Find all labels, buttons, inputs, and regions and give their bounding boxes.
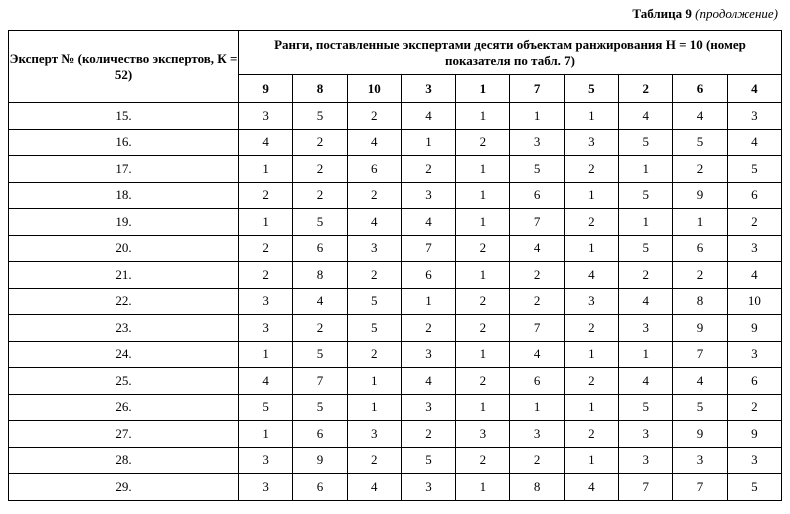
rank-cell: 4 <box>347 209 401 236</box>
rank-cell: 6 <box>347 156 401 183</box>
rank-cell: 1 <box>239 209 293 236</box>
rank-cell: 9 <box>673 421 727 448</box>
rank-cell: 3 <box>619 421 673 448</box>
rank-cell: 9 <box>727 421 781 448</box>
rank-cell: 2 <box>293 315 347 342</box>
rank-cell: 1 <box>347 368 401 395</box>
expert-number-cell: 18. <box>9 182 239 209</box>
rank-cell: 5 <box>293 394 347 421</box>
rank-cell: 5 <box>293 209 347 236</box>
rank-cell: 1 <box>673 209 727 236</box>
rank-cell: 3 <box>347 421 401 448</box>
rank-cell: 3 <box>401 182 455 209</box>
rank-cell: 2 <box>456 288 510 315</box>
column-header-cell: 10 <box>347 75 401 103</box>
rank-cell: 2 <box>510 288 564 315</box>
rank-cell: 4 <box>293 288 347 315</box>
rank-cell: 2 <box>673 156 727 183</box>
table-row <box>9 315 782 342</box>
rank-cell: 5 <box>673 394 727 421</box>
rank-cell: 2 <box>293 156 347 183</box>
column-header-cell: 8 <box>293 75 347 103</box>
rank-cell: 4 <box>619 368 673 395</box>
rank-cell: 1 <box>401 129 455 156</box>
rank-cell: 2 <box>564 315 618 342</box>
rank-cell: 3 <box>401 474 455 501</box>
rank-cell: 3 <box>347 235 401 262</box>
rank-cell: 1 <box>456 262 510 289</box>
rank-cell: 2 <box>347 447 401 474</box>
rank-cell: 10 <box>727 288 781 315</box>
rank-cell: 1 <box>456 341 510 368</box>
rank-cell: 1 <box>456 394 510 421</box>
rank-cell: 6 <box>727 368 781 395</box>
rank-cell: 3 <box>727 235 781 262</box>
expert-number-cell: 21. <box>9 262 239 289</box>
rank-cell: 4 <box>564 262 618 289</box>
rank-cell: 5 <box>347 315 401 342</box>
table-row <box>9 156 782 183</box>
rank-cell: 7 <box>619 474 673 501</box>
rank-cell: 5 <box>619 129 673 156</box>
expert-number-cell: 27. <box>9 421 239 448</box>
expert-number-cell: 26. <box>9 394 239 421</box>
table-row <box>9 235 782 262</box>
table-caption-label: Таблица 9 <box>632 6 692 21</box>
rank-cell: 7 <box>401 235 455 262</box>
rank-cell: 4 <box>619 288 673 315</box>
rank-cell: 2 <box>239 182 293 209</box>
rank-cell: 4 <box>347 129 401 156</box>
rank-cell: 1 <box>564 341 618 368</box>
rank-cell: 2 <box>456 315 510 342</box>
table-row <box>9 421 782 448</box>
rank-cell: 3 <box>239 447 293 474</box>
rank-cell: 1 <box>456 182 510 209</box>
rank-cell: 2 <box>293 182 347 209</box>
rank-cell: 6 <box>510 182 564 209</box>
rank-cell: 2 <box>401 315 455 342</box>
rank-cell: 5 <box>347 288 401 315</box>
rank-cell: 3 <box>510 129 564 156</box>
table-row <box>9 341 782 368</box>
rank-cell: 4 <box>619 103 673 130</box>
rank-cell: 2 <box>727 209 781 236</box>
rank-cell: 1 <box>564 182 618 209</box>
expert-number-cell: 28. <box>9 447 239 474</box>
column-header-cell: 9 <box>239 75 293 103</box>
rank-cell: 4 <box>564 474 618 501</box>
rank-cell: 2 <box>619 262 673 289</box>
rank-cell: 2 <box>727 394 781 421</box>
rank-cell: 4 <box>347 474 401 501</box>
rank-cell: 3 <box>727 341 781 368</box>
rank-cell: 2 <box>564 368 618 395</box>
rank-cell: 2 <box>456 368 510 395</box>
expert-number-cell: 23. <box>9 315 239 342</box>
rank-cell: 2 <box>401 421 455 448</box>
rank-cell: 1 <box>239 421 293 448</box>
expert-number-cell: 20. <box>9 235 239 262</box>
rank-cell: 6 <box>510 368 564 395</box>
rank-cell: 5 <box>401 447 455 474</box>
rank-cell: 5 <box>293 103 347 130</box>
rank-cell: 4 <box>510 341 564 368</box>
rank-cell: 1 <box>347 394 401 421</box>
rank-cell: 9 <box>727 315 781 342</box>
rank-cell: 6 <box>401 262 455 289</box>
rank-cell: 2 <box>564 209 618 236</box>
column-header-cell: 4 <box>727 75 781 103</box>
rank-cell: 1 <box>510 394 564 421</box>
rank-cell: 6 <box>293 235 347 262</box>
expert-number-cell: 24. <box>9 341 239 368</box>
rank-cell: 3 <box>239 315 293 342</box>
rank-cell: 8 <box>510 474 564 501</box>
table-row <box>9 209 782 236</box>
column-header-cell: 6 <box>673 75 727 103</box>
rank-cell: 6 <box>293 474 347 501</box>
rank-cell: 9 <box>293 447 347 474</box>
rank-cell: 7 <box>510 315 564 342</box>
rank-cell: 8 <box>673 288 727 315</box>
rank-cell: 2 <box>239 235 293 262</box>
expert-number-cell: 19. <box>9 209 239 236</box>
rank-cell: 3 <box>564 288 618 315</box>
rank-cell: 4 <box>673 103 727 130</box>
rank-cell: 5 <box>510 156 564 183</box>
rank-cell: 5 <box>727 474 781 501</box>
rank-cell: 2 <box>401 156 455 183</box>
ranks-group-header: Ранги, поставленные экспертами десяти объектам ранжирования Н = 10 (номер показателя по табл. 7) <box>239 31 782 75</box>
rank-cell: 1 <box>564 447 618 474</box>
rank-cell: 6 <box>727 182 781 209</box>
column-header-cell: 5 <box>564 75 618 103</box>
rank-cell: 4 <box>727 129 781 156</box>
rank-cell: 1 <box>564 394 618 421</box>
column-header-cell: 7 <box>510 75 564 103</box>
rank-cell: 9 <box>673 315 727 342</box>
rank-cell: 2 <box>510 447 564 474</box>
table-row <box>9 182 782 209</box>
table-row <box>9 288 782 315</box>
expert-number-cell: 29. <box>9 474 239 501</box>
rank-cell: 3 <box>727 447 781 474</box>
rank-cell: 2 <box>347 262 401 289</box>
rank-cell: 2 <box>347 103 401 130</box>
rank-cell: 7 <box>293 368 347 395</box>
rank-cell: 9 <box>673 182 727 209</box>
rank-cell: 4 <box>401 103 455 130</box>
rank-cell: 1 <box>619 209 673 236</box>
rank-cell: 3 <box>239 288 293 315</box>
column-header-cell: 3 <box>401 75 455 103</box>
rank-cell: 1 <box>456 474 510 501</box>
rank-cell: 5 <box>619 182 673 209</box>
rank-cell: 5 <box>619 394 673 421</box>
rank-cell: 4 <box>510 235 564 262</box>
table-row <box>9 447 782 474</box>
rank-cell: 1 <box>239 156 293 183</box>
rank-cell: 1 <box>510 103 564 130</box>
rank-cell: 1 <box>401 288 455 315</box>
rank-cell: 2 <box>564 156 618 183</box>
rank-cell: 2 <box>456 235 510 262</box>
rank-cell: 2 <box>239 262 293 289</box>
rank-cell: 1 <box>619 341 673 368</box>
table-caption-note: (продолжение) <box>695 6 778 21</box>
rank-cell: 5 <box>727 156 781 183</box>
rank-cell: 7 <box>510 209 564 236</box>
rank-cell: 1 <box>564 235 618 262</box>
rank-cell: 2 <box>510 262 564 289</box>
rank-cell: 3 <box>619 447 673 474</box>
rank-cell: 5 <box>239 394 293 421</box>
rank-cell: 3 <box>619 315 673 342</box>
rank-cell: 3 <box>401 394 455 421</box>
rank-cell: 4 <box>673 368 727 395</box>
rank-cell: 6 <box>673 235 727 262</box>
rank-cell: 1 <box>239 341 293 368</box>
table-caption <box>632 6 778 22</box>
rank-cell: 3 <box>239 103 293 130</box>
rank-cell: 4 <box>401 209 455 236</box>
rank-cell: 2 <box>293 129 347 156</box>
rank-cell: 5 <box>619 235 673 262</box>
expert-number-cell: 15. <box>9 103 239 130</box>
expert-number-cell: 17. <box>9 156 239 183</box>
expert-number-cell: 22. <box>9 288 239 315</box>
rank-cell: 1 <box>564 103 618 130</box>
rank-cell: 4 <box>727 262 781 289</box>
rank-cell: 2 <box>564 421 618 448</box>
rank-cell: 8 <box>293 262 347 289</box>
column-header-cell: 2 <box>619 75 673 103</box>
table-body <box>9 103 782 501</box>
table-row <box>9 394 782 421</box>
expert-number-cell: 16. <box>9 129 239 156</box>
expert-number-cell: 25. <box>9 368 239 395</box>
rank-cell: 2 <box>456 447 510 474</box>
rank-cell: 3 <box>673 447 727 474</box>
rank-cell: 7 <box>673 341 727 368</box>
rank-cell: 6 <box>293 421 347 448</box>
rank-cell: 3 <box>456 421 510 448</box>
rank-cell: 4 <box>239 129 293 156</box>
rank-cell: 2 <box>456 129 510 156</box>
rank-cell: 4 <box>401 368 455 395</box>
rank-cell: 3 <box>510 421 564 448</box>
rank-cell: 2 <box>673 262 727 289</box>
rank-cell: 1 <box>456 209 510 236</box>
rank-cell: 4 <box>239 368 293 395</box>
rank-cell: 3 <box>401 341 455 368</box>
table-row <box>9 368 782 395</box>
rank-cell: 1 <box>619 156 673 183</box>
rank-cell: 1 <box>456 156 510 183</box>
rank-cell: 7 <box>673 474 727 501</box>
rank-cell: 3 <box>727 103 781 130</box>
rank-cell: 2 <box>347 182 401 209</box>
table-row <box>9 103 782 130</box>
rank-cell: 5 <box>673 129 727 156</box>
rank-cell: 3 <box>564 129 618 156</box>
table-row <box>9 129 782 156</box>
column-header-cell: 1 <box>456 75 510 103</box>
ranks-table <box>8 30 782 501</box>
table-row <box>9 474 782 501</box>
rank-cell: 2 <box>347 341 401 368</box>
rank-cell: 5 <box>293 341 347 368</box>
expert-column-header: Эксперт № (количество экспертов, К = 52) <box>9 31 239 103</box>
rank-cell: 3 <box>239 474 293 501</box>
rank-cell: 1 <box>456 103 510 130</box>
table-row <box>9 262 782 289</box>
